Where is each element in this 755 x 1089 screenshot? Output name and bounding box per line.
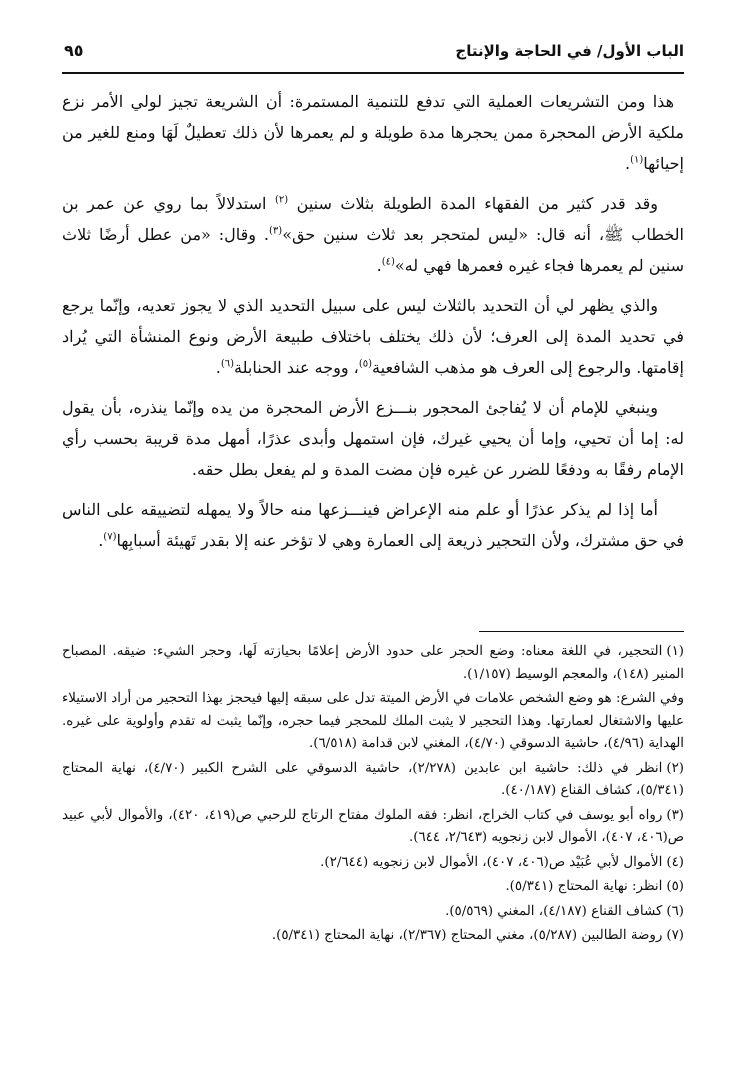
chapter-title: الباب الأول/ في الحاجة والإنتاج [455, 42, 684, 60]
footnote-number: (٧) [666, 928, 684, 943]
paragraph-2-text-b: استدلالاً بما روي عن عمر بن الخطاب ﷺ، أنه قال: «ليس لمتحجر بعد ثلاث سنين حق» [62, 194, 684, 244]
footnote-ref-2: (٢) [274, 194, 289, 206]
footnote-divider [479, 631, 684, 632]
paragraph-1 [62, 86, 684, 179]
paragraph-5-text: أما إذا لم يذكر عذرًا أو علم منه الإعراض فينـــزعها منه حالاً ولا يمهله لتضييقه على الناس في حق مشترك، ولأن التحجير ذريعة إلى العمارة وهي لا تؤخر عنه إلا بقدر تَهيئة أسبابِها [62, 500, 684, 550]
footnote-text: انظر في ذلك: حاشية ابن عابدين (٢/٢٧٨)، حاشية الدسوقي على الشرح الكبير (٤/٧٠)، نهاية المحتاج (٥/٣٤١)، كشاف القناع (٤٠/١٨٧). [62, 760, 684, 798]
paragraph-3-text-a: والذي يظهر لي أن التحديد بالثلاث ليس على سبيل التحديد الذي لا يجوز تعديه، وإنّما يرجع في تحديد المدة إلى العرف؛ لأن ذلك يختلف باختلاف طبيعة الأرض ونوع المنشأة التي يُراد إقامتها. والرجوع إلى العرف هو مذهب الشافعية [62, 296, 684, 377]
paragraph-5-end: . [98, 531, 104, 550]
footnote-ref-1: (١) [630, 154, 644, 166]
paragraph-2-text-a: وقد قدر كثير من الفقهاء المدة الطويلة بثلاث سنين [288, 194, 658, 213]
footnotes [62, 641, 684, 950]
footnote-number: (١) [666, 644, 684, 659]
footnote-number: (٦) [666, 903, 684, 919]
footnote-text: الأموال لأبي عُبَيْد ص(٤٠٦، ٤٠٧)، الأموال لابن زنجويه (٢/٦٤٤). [320, 854, 663, 870]
main-text [62, 86, 684, 565]
paragraph-1-end: . [624, 154, 631, 173]
footnote-item [62, 925, 684, 948]
paragraph-1-text: هذا ومن التشريعات العملية التي تدفع للتنمية المستمرة: أن الشريعة تجيز لولي الأمر نزع ملكية الأرض المحجرة ممن يحجرها مدة طويلة و لم يعمرها لأن ذلك تعطيلٌ لَهَا ومنع للغير من إحيائها [62, 92, 684, 173]
footnote-text: كشاف القناع (٤/١٨٧)، المغني (٥/٥٦٩). [445, 903, 663, 919]
footnote-text: التحجير، في اللغة معناه: وضع الحجر على حدود الأرض إعلامًا بحيازته لَها، وحجر الشيء: ضيقه. المصباح المنير (١٤٨)، والمعجم الوسيط (١/١٥٧). [62, 644, 684, 682]
footnote-text: انظر: نهاية المحتاج (٥/٣٤١). [505, 879, 663, 894]
footnote-ref-5: (٥) [358, 358, 373, 370]
footnote-number: (٥) [666, 879, 684, 894]
footnote-number: (٢) [666, 760, 684, 776]
footnote-item [62, 876, 684, 899]
paragraph-2-end: . [376, 256, 382, 275]
paragraph-3 [62, 290, 684, 383]
footnote-item [62, 852, 684, 875]
paragraph-3-text-b: ، ووجه عند الحنابلة [234, 358, 359, 377]
paragraph-2 [62, 188, 684, 281]
footnote-item [62, 901, 684, 924]
paragraph-3-end: . [215, 358, 221, 377]
footnote-item [62, 758, 684, 803]
page-number: ٩٥ [64, 41, 84, 60]
footnote-ref-4: (٤) [381, 256, 395, 268]
footnote-item [62, 641, 684, 686]
footnote-ref-7: (٧) [103, 531, 117, 543]
footnote-text: روضة الطالبين (٥/٢٨٧)، مغني المحتاج (٢/٣٦٧)، نهاية المحتاج (٥/٣٤١). [271, 928, 663, 943]
paragraph-5 [62, 494, 684, 556]
paragraph-4: وينبغي للإمام أن لا يُفاجئ المحجور بنـــزع الأرض المحجرة من يده وإنّما ينذره، بأن يقول له: إما أن تحيي، وإما أن يحيي غيرك، فإن استمهل وأبدى عذرًا، أمهل مدة قريبة بحسب رأي الإمام رفقًا به ودفعًا للضرر عن غيره فإن مضت المدة و لم يفعل بطل حقه. [62, 398, 684, 479]
footnote-number: (٤) [666, 854, 684, 870]
footnote-continuation: وفي الشرع: هو وضع الشخص علامات في الأرض الميتة تدل على سبقه إليها فيحجز بهذا التحجير من أراد الاستيلاء عليها والاشتغال لعمارتها. وهذا التحجير لا يثبت الملك للمحجر فيما حجره، وإنّما يثبت له تقدم وأولوية على غيره. الهداية (٤/٩٦)، حاشية الدسوقي (٤/٧٠)، المغني لابن قدامة (٦/٥١٨). [62, 691, 684, 751]
footnote-text: رواه أبو يوسف في كتاب الخراج، انظر: فقه الملوك مفتاح الرتاج للرحبي ص(٤١٩، ٤٢٠)، والأموال لأبي عبيد ص(٤٠٦، ٤٠٧)، الأموال لابن زنجويه (٢/٦٤٣، ٦٤٤). [62, 807, 684, 845]
footnote-ref-3: (٣) [269, 225, 283, 237]
page-header [62, 38, 684, 74]
footnote-item [62, 805, 684, 850]
paragraph-2-text-c: . وقال: «من عطل أرضًا ثلاث سنين لم يعمرها فجاء غيره فعمرها فهي له» [62, 225, 684, 275]
footnote-number: (٣) [666, 807, 684, 823]
footnote-ref-6: (٦) [220, 358, 235, 370]
